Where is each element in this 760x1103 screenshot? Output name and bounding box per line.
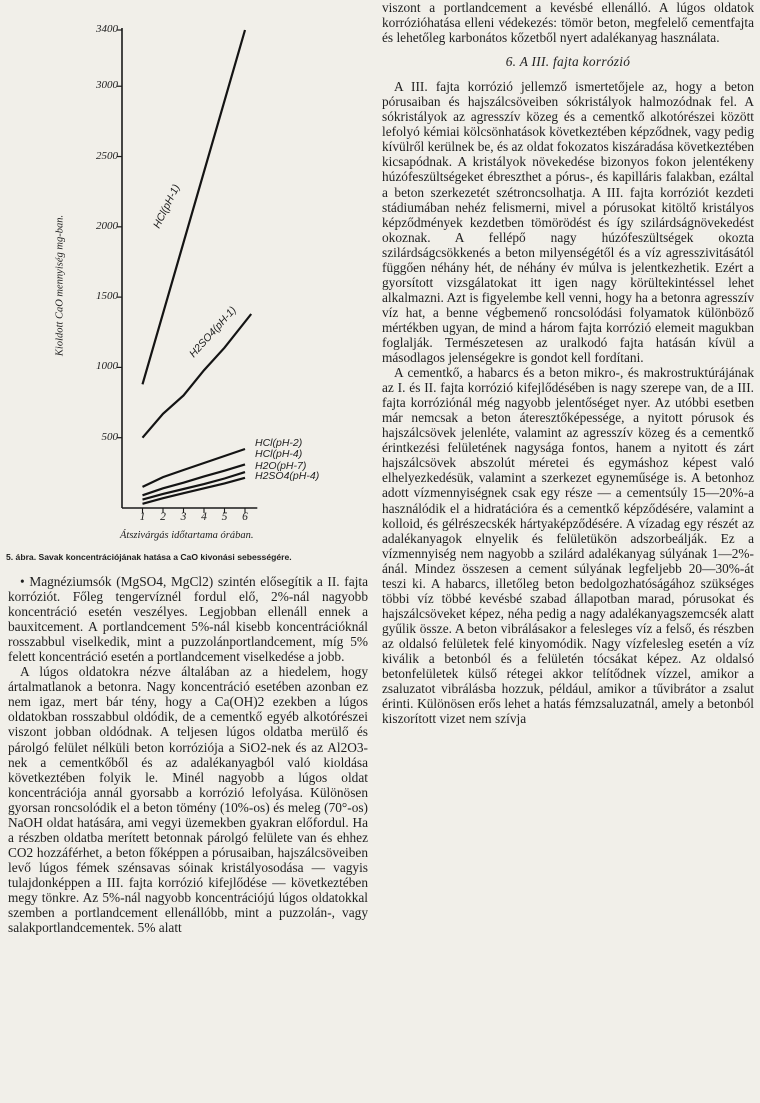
x-axis-label: Átszivárgás időtartama órában. xyxy=(120,530,254,541)
y-tick-label: 1000 xyxy=(96,360,118,373)
section-heading: 6. A III. fajta korrózió xyxy=(505,54,631,70)
x-tick-label: 1 xyxy=(139,511,146,523)
series-line xyxy=(143,314,252,438)
series-line xyxy=(143,472,246,500)
y-tick-label: 2000 xyxy=(96,219,118,232)
y-tick-label: 1500 xyxy=(96,290,118,303)
paragraph: • Magnéziumsók (MgSO4, MgCl2) szintén elősegítik a II. fajta korróziót. Főleg tengervíznél fordul elő, 2%-nál nagyobb koncentráció esetén veszélyes. Legjobban ellenáll ennek a bauxitcement. A portlandcement 5%-nál kisebb koncentrációknál rosszabbul viselkedik, mint a puzzolánportlandcement, míg 5% felett koncentráció esetén a portlandcement viselkedése a jobb. xyxy=(8,574,368,665)
paragraph: A cementkő, a habarcs és a beton mikro-, és makrostruktúrájának az I. és II. fajta korrózió kifejlődésében is nagy szerepe van, de a III. fajta korróziónál még nagyobb jelentőséget nyer. Az utóbbi esetben már nemcsak a beton áteresztőképessége, a nyitott pórusok és hajszálcsövek jelenléte, valamint az agresszív közeg és a cementkő érintkezési felületének nagysága fontos, hanem a nyitott és zárt hajszálcsövek abszolút méretei és egymáshoz képest való elhelyezkedésük, valamint a szerkezet egyneműsége is. A betonhoz adott vízmennyiségnek csak egy része — a cementsúly 15—20%-a használódik el a hidratációra és a cementkő képződésére, valamint a kolloid, és gélrészecskék hártyaképződésére. A vízadag egy részét az adalékanyagok elnyelik és felületükön adszorbeálják. Ez a vízmennyiség nem nagyobb a szilárd adalékanyag súlyának 1—2%-ánál. Mindez összesen a cement súlyának legfeljebb 20—30%-át teszi ki. A habarcs, illetőleg beton bedolgozhatóságához szükséges többi víz többé kevésbé szabad állapotban marad, pórusokat és hajszálcsöveket képez, néha pedig a nagy adalékanyagszemcsék alatt gyűlik össze. A beton vibrálásakor a felesleges víz a felső, és részben az oldalsó felületek felé kinyomódik. Nagy vízfelesleg esetén a víz kiválik a betonból és a felületén tócsákat képez. Az oldalsó betonfelületek külső rétegei akkor telítődnek vízzel, amikor a zsaluzatot vibrálásba hozzuk, például, amikor a tűvibrátor a zsalut érinti. Különösen erős lehet a hatás fémzsaluzatnál, amely a betonból kiszorított vizet nem szívja xyxy=(382,365,754,727)
right-column xyxy=(382,0,754,726)
x-tick-label: 4 xyxy=(201,511,207,523)
x-tick-label: 6 xyxy=(242,511,248,523)
series-label: H2SO4(pH-1) xyxy=(186,304,239,360)
x-tick-label: 5 xyxy=(221,511,228,523)
y-tick-label: 2500 xyxy=(96,149,118,162)
figure-caption: 5. ábra. Savak koncentrációjának hatása a CaO kivonási sebességére. xyxy=(6,552,292,562)
y-axis-label: Kioldott CaO mennyiség mg-ban. xyxy=(54,214,66,357)
series-line xyxy=(143,30,246,384)
y-tick-label: 3000 xyxy=(96,79,118,92)
figure xyxy=(0,0,374,572)
series-label: HCl(pH-4) xyxy=(255,448,303,461)
left-column xyxy=(8,574,368,935)
y-tick-label: 3400 xyxy=(96,23,118,35)
x-tick-label: 2 xyxy=(160,511,166,523)
paragraph: A III. fajta korrózió jellemző ismertetőjele az, hogy a beton pórusaiban és hajszálcsöveiben sókristályok halmozódnak fel. A sókristályok az agresszív közeg és a cementkő alkotórészei között lefolyó kémiai kölcsönhatások következtében képződnek, vagy pedig kívülről kerülnek be, és az oldat fokozatos kiszáradása következtében kicsapódnak. A kristályok növekedése bizonyos fokon jelentékeny húzófeszültségeket ébreszthet a pórus-, és kapilláris falakban, ezáltal a beton szerkezetét szétroncsolhatja. A III. fajta korróziót kezdeti stádiumában nehéz felismerni, mivel a pórusokat kitöltő kristályos képződmények kezdetben tömörödést és így szilárdságnövekedést okoznak. A fellépő nagy húzófeszültségek okozta szilárdságcsökkenés a beton milyenségétől és a víz agresszivitásától függően néhány hét, de néhány év múlva is jelentkezhetik. Ezért a gyorsított vizsgálatokat itt igen nagy körültekintéssel lehet alkalmazni. Azt is figyelembe kell venni, hogy ha a betonra agresszív víz hat, a benne végbemenő roncsolódási folyamatok különböző mértékben ugyan, de mind a három fajta korrózió elemeit magukban foglalják. Természetesen az uralkodó fajta hatásán kívül a másodlagos jelenségekre is gondot kell fordítani. xyxy=(382,79,754,366)
y-tick-label: 500 xyxy=(101,430,118,443)
paragraph: A lúgos oldatokra nézve általában az a hiedelem, hogy ártalmatlanok a betonra. Nagy koncentráció esetében azonban ez nem igaz, mert bár tény, hogy a Ca(OH)2 ezekben a lúgos oldatokban rosszabbul oldódik, de a cementkő egyéb alkotórészei viszont jobban oldódnak. A teljesen lúgos oldatba merülő és párolgó felület nélküli beton korróziója a SiO2-nek és az Al2O3-nek a cementkőből és az adalékanyagból való kioldása következtében folyik le. Minél nagyobb a lúgos oldat koncentrációja annál gyorsabb a korrózió lefolyása. Különösen gyorsan roncsolódik el a beton tömény (10%-os) és meleg (70°-os) NaOH oldat hatására, ami vegyi üzemekben gyakran előfordul. Ha a részben oldatba merített betonnak párolgó felülete van és ehhez CO2 hozzáférhet, a beton főképpen a pórusaiban, hajszálcsöveiben levő lúgos fémek szénsavas sóinak kristályosodása — vagyis tulajdonképpen a III. fajta korrózió kifejlődése — következtében megy tönkre. Az 5%-nál nagyobb koncentrációjú lúgos oldatokkal szemben a portlandcement ellenállóbb, mint a puzzolán-, vagy salakportlandcementek. 5% alatt xyxy=(8,664,368,936)
series-label: HCl(pH-2) xyxy=(255,436,303,449)
x-tick-label: 3 xyxy=(180,511,187,523)
series-label: HCl(pH-1) xyxy=(150,182,183,231)
paragraph: viszont a portlandcement a kevésbé ellenálló. A lúgos oldatok korrózióhatása elleni védekezés: tömör beton, megfelelő cementfajta és lehetőleg karbonátos kőzetből nyert adalékanyag használata. xyxy=(382,0,754,46)
series-label: H2SO4(pH-4) xyxy=(255,469,320,482)
series-label: H2O(pH-7) xyxy=(255,460,307,473)
